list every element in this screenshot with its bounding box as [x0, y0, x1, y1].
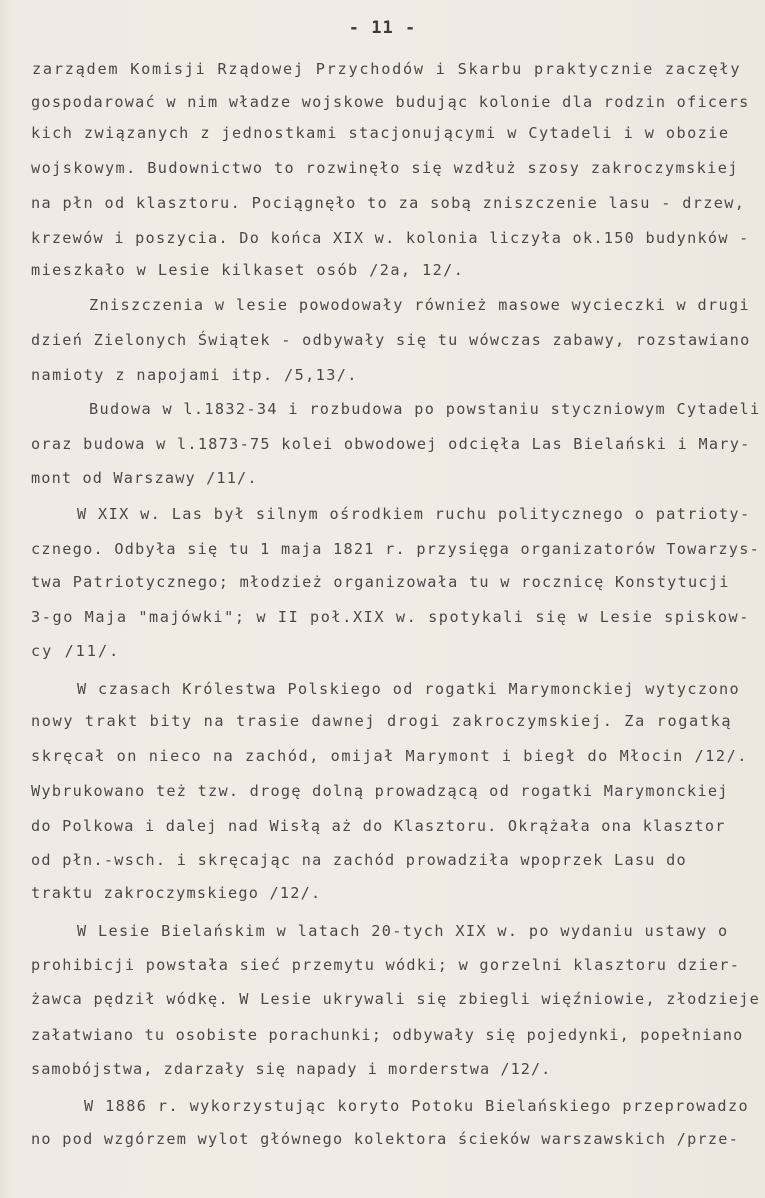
text-line: prohibicji powstała sieć przemytu wódki; w gorzelni klasztoru dzier- — [31, 956, 741, 974]
text-line: gospodarować w nim władze wojskowe budując kolonie dla rodzin oficers — [31, 93, 750, 111]
text-line: samobójstwa, zdarzały się napady i morderstwa /12/. — [31, 1060, 552, 1078]
text-line: namioty z napojami itp. /5,13/. — [31, 366, 358, 384]
text-line: do Polkowa i dalej nad Wisłą aż do Klasztoru. Okrążała ona klasztor — [31, 817, 726, 835]
text-line: krzewów i poszycia. Do końca XIX w. kolonia liczyła ok.150 budynków - — [31, 229, 750, 247]
text-line: mont od Warszawy /11/. — [31, 469, 258, 487]
text-line: Budowa w l.1832-34 i rozbudowa po powstaniu styczniowym Cytadeli — [89, 400, 761, 418]
text-line: W Lesie Bielańskim w latach 20-tych XIX w. po wydaniu ustawy o — [77, 922, 729, 940]
text-line: na płn od klasztoru. Pociągnęło to za sobą zniszczenie lasu - drzew, — [31, 194, 746, 212]
text-line: W XIX w. Las był silnym ośrodkiem ruchu politycznego o patrioty- — [77, 505, 751, 523]
text-line: kich związanych z jednostkami stacjonującymi w Cytadeli i w obozie — [31, 124, 730, 142]
text-line: 3-go Maja "majówki"; w II poł.XIX w. spotykali się w Lesie spiskow- — [31, 608, 751, 626]
text-line: zarządem Komisji Rządowej Przychodów i Skarbu praktycznie zaczęły — [32, 60, 742, 78]
text-line: oraz budowa w l.1873-75 kolei obwodowej odcięła Las Bielański i Mary- — [31, 435, 751, 453]
text-line: mieszkało w Lesie kilkaset osób /2a, 12/. — [31, 261, 465, 279]
text-line: Wybrukowano też tzw. drogę dolną prowadzącą od rogatki Marymonckiej — [31, 782, 729, 800]
text-line: Zniszczenia w lesie powodowały również masowe wycieczki w drugi — [89, 296, 750, 314]
text-line: załatwiano tu osobiste porachunki; odbywały się pojedynki, popełniano — [31, 1026, 744, 1044]
text-line: no pod wzgórzem wylot głównego kolektora ścieków warszawskich /prze- — [31, 1130, 740, 1148]
text-line: cznego. Odbyła się tu 1 maja 1821 r. przysięga organizatorów Towarzys- — [31, 540, 761, 558]
text-line: nowy trakt bity na trasie dawnej drogi zakroczymskiej. Za rogatką — [31, 712, 733, 730]
text-line: skręcał on nieco na zachód, omijał Marymont i biegł do Młocin /12/. — [31, 747, 748, 765]
text-line: wojskowym. Budownictwo to rozwinęło się wzdłuż szosy zakroczymskiej — [31, 159, 739, 177]
text-line: dzień Zielonych Świątek - odbywały się tu wówczas zabawy, rozstawiano — [31, 331, 751, 349]
text-line: traktu zakroczymskiego /12/. — [31, 884, 322, 902]
text-line: W 1886 r. wykorzystując koryto Potoku Bielańskiego przeprowadzo — [84, 1097, 750, 1115]
text-line: W czasach Królestwa Polskiego od rogatki Marymonckiej wytyczono — [77, 680, 741, 698]
page-number: - 11 - — [348, 18, 417, 38]
text-line: od płn.-wsch. i skręcając na zachód prowadziła wpoprzek Lasu do — [31, 851, 687, 869]
text-line: cy /11/. — [31, 642, 121, 660]
text-line: twa Patriotycznego; młodzież organizowała tu w rocznicę Konstytucji — [31, 573, 730, 591]
text-line: żawca pędził wódkę. W Lesie ukrywali się zbiegli więźniowie, złodzieje — [31, 990, 761, 1008]
